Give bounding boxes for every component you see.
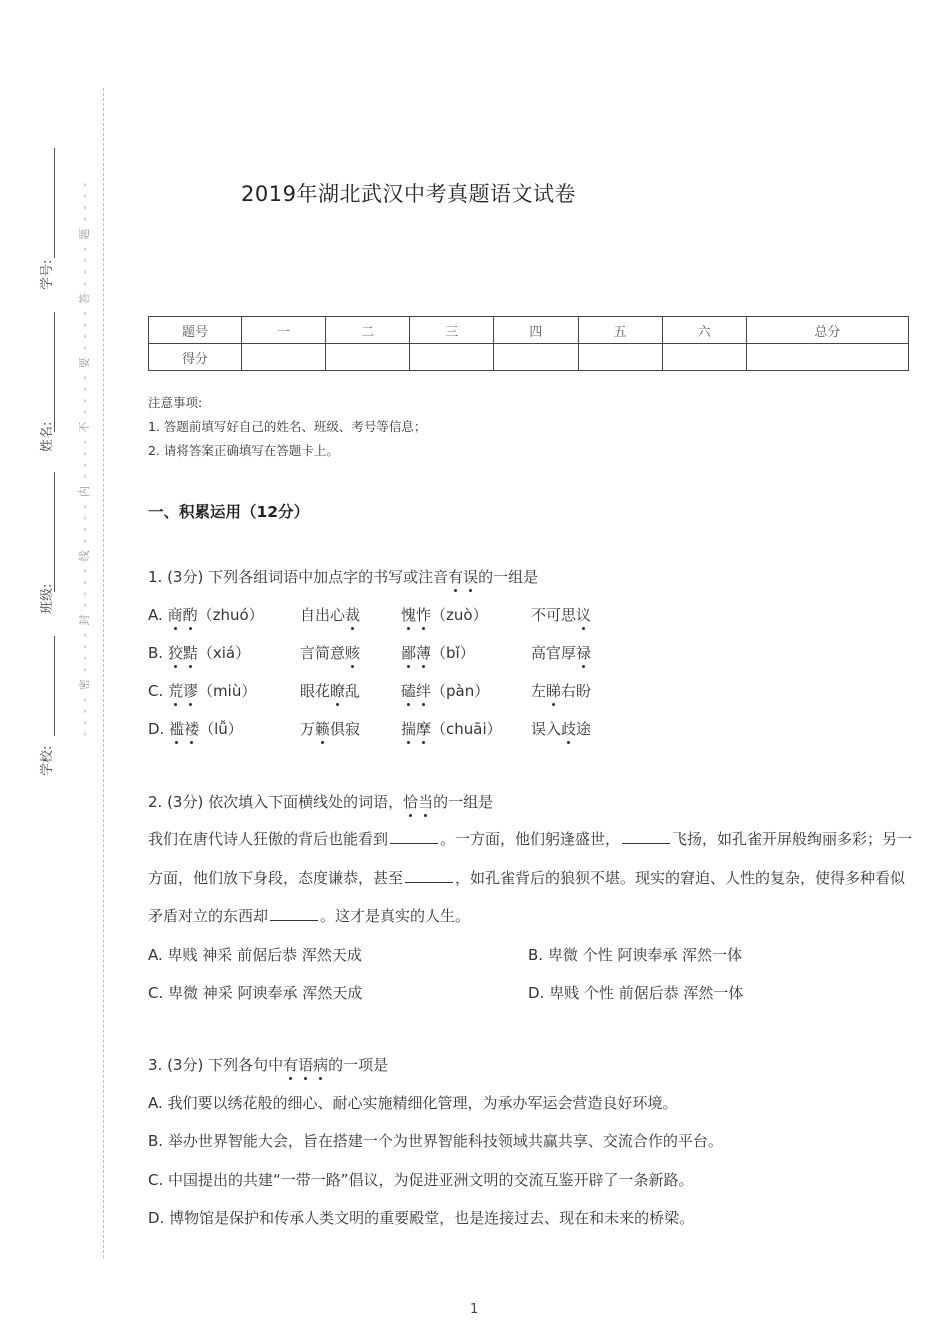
- option-word: 言简意赅: [300, 644, 361, 662]
- emphasis-char: 鄙: [401, 644, 417, 662]
- name-label: 姓名:: [40, 421, 55, 452]
- score-cell: [578, 344, 662, 371]
- score-table: [148, 316, 909, 371]
- emphasis-char: 薄: [416, 644, 432, 662]
- passage-text: ，如孔雀背后的狼狈不堪。现实的窘迫、人性的复杂，使得多种看似矛盾对立的东西却: [148, 868, 906, 925]
- table-cell: 一: [242, 317, 326, 344]
- school-label: 学校:: [40, 745, 55, 776]
- option-word: A. 商酌（zhuó）: [148, 606, 264, 624]
- stem-text: 的一组是: [433, 793, 494, 811]
- question-2-stem: [148, 791, 493, 812]
- emphasis-char: 睇: [546, 682, 562, 700]
- score-table-score-row: [149, 344, 909, 371]
- question-3-stem: [148, 1054, 388, 1075]
- stem-text: 的一项是: [328, 1056, 389, 1074]
- question-1-stem: [148, 566, 538, 587]
- option-word: B. 狡黠（xiá）: [148, 644, 251, 662]
- emphasis-char: 语: [298, 1056, 314, 1074]
- score-cell: [410, 344, 494, 371]
- emphasis-char: 褴: [169, 720, 185, 738]
- question-3-option-c: C. 中国提出的共建“一带一路”倡议，为促进亚洲文明的交流互鉴开辟了一条新路。: [148, 1171, 694, 1189]
- passage-text: 我们在唐代诗人狂傲的背后也能看到: [148, 830, 389, 848]
- table-cell: 总分: [746, 317, 908, 344]
- fill-blank: [270, 908, 318, 921]
- emphasis-char: 摩: [416, 720, 432, 738]
- stem-dotted-text: [283, 1056, 328, 1074]
- stem-text: 1. (3分) 下列各组词语中加点字的书写或注音: [148, 568, 449, 586]
- notice-heading: 注意事项:: [148, 395, 203, 410]
- emphasis-char: 谬: [183, 682, 199, 700]
- passage-text: 。这才是真实的人生。: [320, 907, 471, 925]
- table-cell: 三: [410, 317, 494, 344]
- score-cell: [494, 344, 578, 371]
- page-number: 1: [470, 1302, 479, 1317]
- option-word: 眼花瞭乱: [300, 682, 361, 700]
- emphasis-char: 歧: [561, 720, 577, 738]
- score-cell: [326, 344, 410, 371]
- emphasis-char: 有: [448, 568, 464, 586]
- emphasis-char: 病: [313, 1056, 329, 1074]
- emphasis-char: 禄: [576, 644, 592, 662]
- emphasis-char: 裁: [345, 606, 361, 624]
- notice-item: 1. 答题前填写好自己的姓名、班级、考号等信息；: [148, 419, 427, 434]
- emphasis-char: 赅: [345, 644, 361, 662]
- emphasis-char: 褛: [184, 720, 200, 738]
- exam-title: 2019年湖北武汉中考真题语文试卷: [241, 182, 576, 206]
- emphasis-char: 籁: [315, 720, 331, 738]
- question-3-option-d: D. 博物馆是保护和传承人类文明的重要殿堂，也是连接过去、现在和未来的桥梁。: [148, 1209, 695, 1227]
- table-cell: 得分: [149, 344, 242, 371]
- emphasis-char: 揣: [401, 720, 417, 738]
- emphasis-char: 荒: [168, 682, 184, 700]
- emphasis-char: 愧: [401, 606, 417, 624]
- question-2-option-b: B. 卑微 个性 阿谀奉承 浑然一体: [528, 946, 743, 964]
- emphasis-char: 有: [283, 1056, 299, 1074]
- notice-block: [148, 391, 426, 463]
- question-2-option-d: D. 卑贱 个性 前倨后恭 浑然一体: [528, 984, 744, 1002]
- option-word: 左睇右盼: [531, 682, 592, 700]
- student-id-label: 学号:: [40, 259, 55, 290]
- score-cell: [662, 344, 746, 371]
- emphasis-char: 恰: [403, 793, 419, 811]
- section-title: 一、积累运用（12分）: [148, 503, 310, 521]
- option-word: 万籁俱寂: [300, 720, 361, 738]
- question-3-option-a: A. 我们要以绣花般的细心、耐心实施精细化管理，为承办军运会营造良好环境。: [148, 1094, 678, 1112]
- stem-text: 3. (3分) 下列各句中: [148, 1056, 284, 1074]
- option-word: 愧怍（zuò）: [401, 606, 488, 624]
- score-cell: [242, 344, 326, 371]
- emphasis-char: 酌: [182, 606, 198, 624]
- emphasis-char: 怍: [416, 606, 432, 624]
- emphasis-char: 误: [463, 568, 479, 586]
- emphasis-char: 绊: [416, 682, 432, 700]
- passage-text: 飞扬，如孔雀开屏般绚丽多彩；另一方面，他们放下身段，态度谦恭，甚至: [148, 830, 913, 887]
- table-cell: 二: [326, 317, 410, 344]
- option-word: 误入歧途: [531, 720, 592, 738]
- question-2-passage: [148, 820, 913, 936]
- emphasis-char: 瞭: [330, 682, 346, 700]
- fill-blank: [405, 870, 453, 883]
- seal-line-text: - - - - 密 - - - - 封 - - - - 线 - - - - 内 - - - - 不 - - - - 要 - - - - 答 - - - - 题 - - - -: [78, 180, 91, 736]
- emphasis-char: 狡: [167, 644, 183, 662]
- school-line: [54, 636, 55, 736]
- emphasis-char: 磕: [401, 682, 417, 700]
- option-word: 高官厚禄: [531, 644, 592, 662]
- name-line: [54, 312, 55, 432]
- fill-blank: [622, 831, 670, 844]
- class-label: 班级:: [40, 583, 55, 614]
- student-id-line: [54, 148, 55, 258]
- option-word: 鄙薄（bǐ）: [401, 644, 475, 662]
- passage-text: 。一方面，他们躬逢盛世，: [440, 830, 621, 848]
- score-cell: [746, 344, 908, 371]
- class-line: [54, 472, 55, 592]
- table-cell: 题号: [149, 317, 242, 344]
- emphasis-char: 黠: [182, 644, 198, 662]
- notice-item: 2. 请将答案正确填写在答题卡上。: [148, 443, 339, 458]
- table-cell: 五: [578, 317, 662, 344]
- stem-dotted-text: [403, 793, 433, 811]
- question-2-option-c: C. 卑微 神采 阿谀奉承 浑然天成: [148, 984, 363, 1002]
- binding-dashed-line: [103, 88, 104, 1258]
- stem-dotted-text: [448, 568, 478, 586]
- fill-blank: [390, 831, 438, 844]
- emphasis-char: 商: [167, 606, 183, 624]
- option-word: 磕绊（pàn）: [401, 682, 490, 700]
- score-table-header-row: [149, 317, 909, 344]
- question-2-option-a: A. 卑贱 神采 前倨后恭 浑然天成: [148, 946, 362, 964]
- option-word: D. 褴褛（lǚ）: [148, 720, 243, 738]
- emphasis-char: 议: [576, 606, 592, 624]
- option-word: 揣摩（chuāi）: [401, 720, 502, 738]
- option-word: 自出心裁: [300, 606, 361, 624]
- table-cell: 四: [494, 317, 578, 344]
- option-word: 不可思议: [531, 606, 592, 624]
- table-cell: 六: [662, 317, 746, 344]
- question-3-option-b: B. 举办世界智能大会，旨在搭建一个为世界智能科技领域共赢共享、交流合作的平台。: [148, 1132, 723, 1150]
- stem-text: 2. (3分) 依次填入下面横线处的词语，: [148, 793, 404, 811]
- stem-text: 的一组是: [478, 568, 539, 586]
- option-word: C. 荒谬（miù）: [148, 682, 257, 700]
- emphasis-char: 当: [418, 793, 434, 811]
